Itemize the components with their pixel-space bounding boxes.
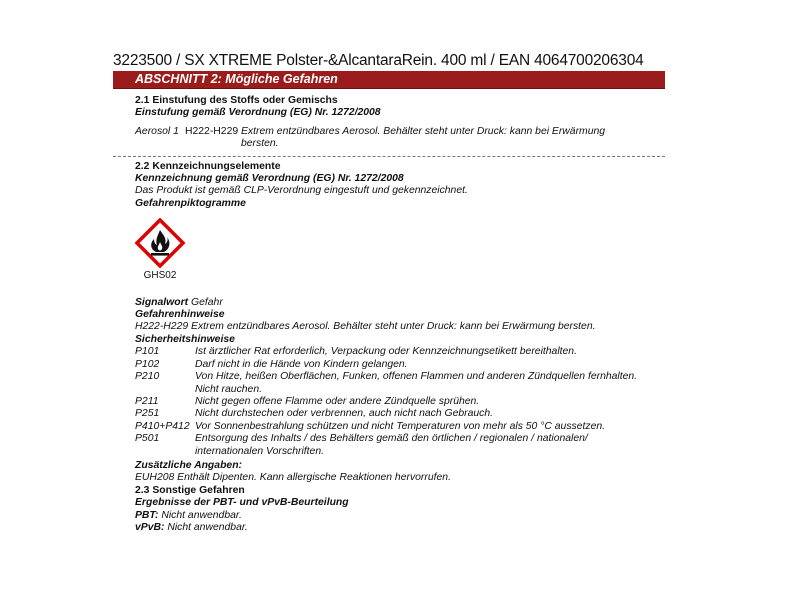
signal-word-label: Signalwort bbox=[135, 296, 189, 308]
precaution-list bbox=[135, 346, 665, 458]
precaution-text: Vor Sonnenbestrahlung schützen und nicht Temperaturen von mehr als 50 °C aussetzen. bbox=[195, 420, 606, 432]
hazard-statement: H222-H229 Extrem entzündbares Aerosol. Behälter steht unter Druck: kann bei Erwärmung bersten. bbox=[135, 321, 596, 333]
precaution-text: Entsorgung des Inhalts / des Behälters gemäß den örtlichen / regionalen / nationalen/ bbox=[195, 433, 588, 445]
section-content bbox=[113, 95, 665, 534]
pbt-value: Nicht anwendbar. bbox=[161, 509, 242, 521]
pictogram-heading: Gefahrenpiktogramme bbox=[135, 197, 246, 209]
precaution-text: Darf nicht in die Hände von Kindern gelangen. bbox=[195, 358, 408, 370]
precaution-row bbox=[135, 421, 665, 433]
precaution-text-block bbox=[195, 371, 665, 396]
subheading-2-2: Kennzeichnung gemäß Verordnung (EG) Nr. 1272/2008 bbox=[135, 173, 404, 185]
signal-word-value: Gefahr bbox=[191, 296, 223, 308]
vpvb-row bbox=[135, 522, 665, 534]
precaution-row bbox=[135, 396, 665, 408]
precaution-row bbox=[135, 408, 665, 420]
classification-code: H222-H229 bbox=[185, 125, 239, 137]
classification-text-cont: bersten. bbox=[241, 138, 279, 150]
labelling-note: Das Produkt ist gemäß CLP-Verordnung eingestuft und gekennzeichnet. bbox=[135, 185, 468, 197]
heading-2-1: 2.1 Einstufung des Stoffs oder Gemischs bbox=[135, 95, 338, 106]
precaution-row bbox=[135, 346, 665, 358]
precaution-row bbox=[135, 371, 665, 396]
vpvb-value: Nicht anwendbar. bbox=[167, 521, 248, 533]
precaution-code: P102 bbox=[135, 358, 160, 370]
subheading-2-3: Ergebnisse der PBT- und vPvB-Beurteilung bbox=[135, 497, 349, 509]
pictogram-label: GHS02 bbox=[143, 270, 177, 282]
precaution-text: Nicht gegen offene Flamme oder andere Zündquelle sprühen. bbox=[195, 395, 480, 407]
classification-text: Extrem entzündbares Aerosol. Behälter steht unter Druck: kann bei Erwärmung bbox=[241, 125, 606, 137]
precaution-code: P251 bbox=[135, 408, 160, 420]
subheading-2-1: Einstufung gemäß Verordnung (EG) Nr. 1272/2008 bbox=[135, 107, 381, 119]
pictogram-block bbox=[135, 218, 185, 282]
pbt-row bbox=[135, 510, 665, 522]
signal-word-row bbox=[135, 297, 665, 309]
precaution-text-cont: Nicht rauchen. bbox=[195, 383, 262, 395]
additional-heading: Zusätzliche Angaben: bbox=[135, 459, 242, 471]
precaution-code: P211 bbox=[135, 395, 159, 407]
precaution-code: P210 bbox=[135, 371, 160, 383]
precaution-code: P501 bbox=[135, 433, 160, 445]
sds-document bbox=[113, 52, 665, 534]
classification-row bbox=[135, 126, 665, 138]
precaution-text-cont: internationalen Vorschriften. bbox=[195, 445, 324, 457]
precaution-text: Ist ärztlicher Rat erforderlich, Verpackung oder Kennzeichnungsetikett bereithalten. bbox=[195, 346, 577, 358]
heading-2-3: 2.3 Sonstige Gefahren bbox=[135, 484, 245, 496]
precaution-row bbox=[135, 433, 665, 458]
precaution-heading: Sicherheitshinweise bbox=[135, 333, 235, 345]
document-title: 3223500 / SX XTREME Polster-&AlcantaraRein. 400 ml / EAN 4064700206304 bbox=[113, 52, 644, 69]
section-divider bbox=[113, 156, 665, 157]
precaution-code: P410+P412 bbox=[135, 420, 190, 432]
classification-label: Aerosol 1 bbox=[135, 125, 179, 137]
precaution-text-block bbox=[195, 433, 665, 458]
section-header-bar: ABSCHNITT 2: Mögliche Gefahren bbox=[113, 71, 665, 89]
hazard-heading: Gefahrenhinweise bbox=[135, 309, 225, 321]
heading-2-2: 2.2 Kennzeichnungselemente bbox=[135, 160, 281, 172]
precaution-code: P101 bbox=[135, 346, 160, 358]
precaution-row bbox=[135, 359, 665, 371]
pbt-label: PBT: bbox=[135, 509, 159, 521]
flame-ghs02-icon bbox=[135, 218, 185, 268]
vpvb-label: vPvB: bbox=[135, 521, 165, 533]
precaution-text: Von Hitze, heißen Oberflächen, Funken, offenen Flammen und anderen Zündquellen fernhalten. bbox=[195, 371, 638, 383]
additional-text: EUH208 Enthält Dipenten. Kann allergische Reaktionen hervorrufen. bbox=[135, 472, 451, 484]
precaution-text: Nicht durchstechen oder verbrennen, auch nicht nach Gebrauch. bbox=[195, 408, 494, 420]
